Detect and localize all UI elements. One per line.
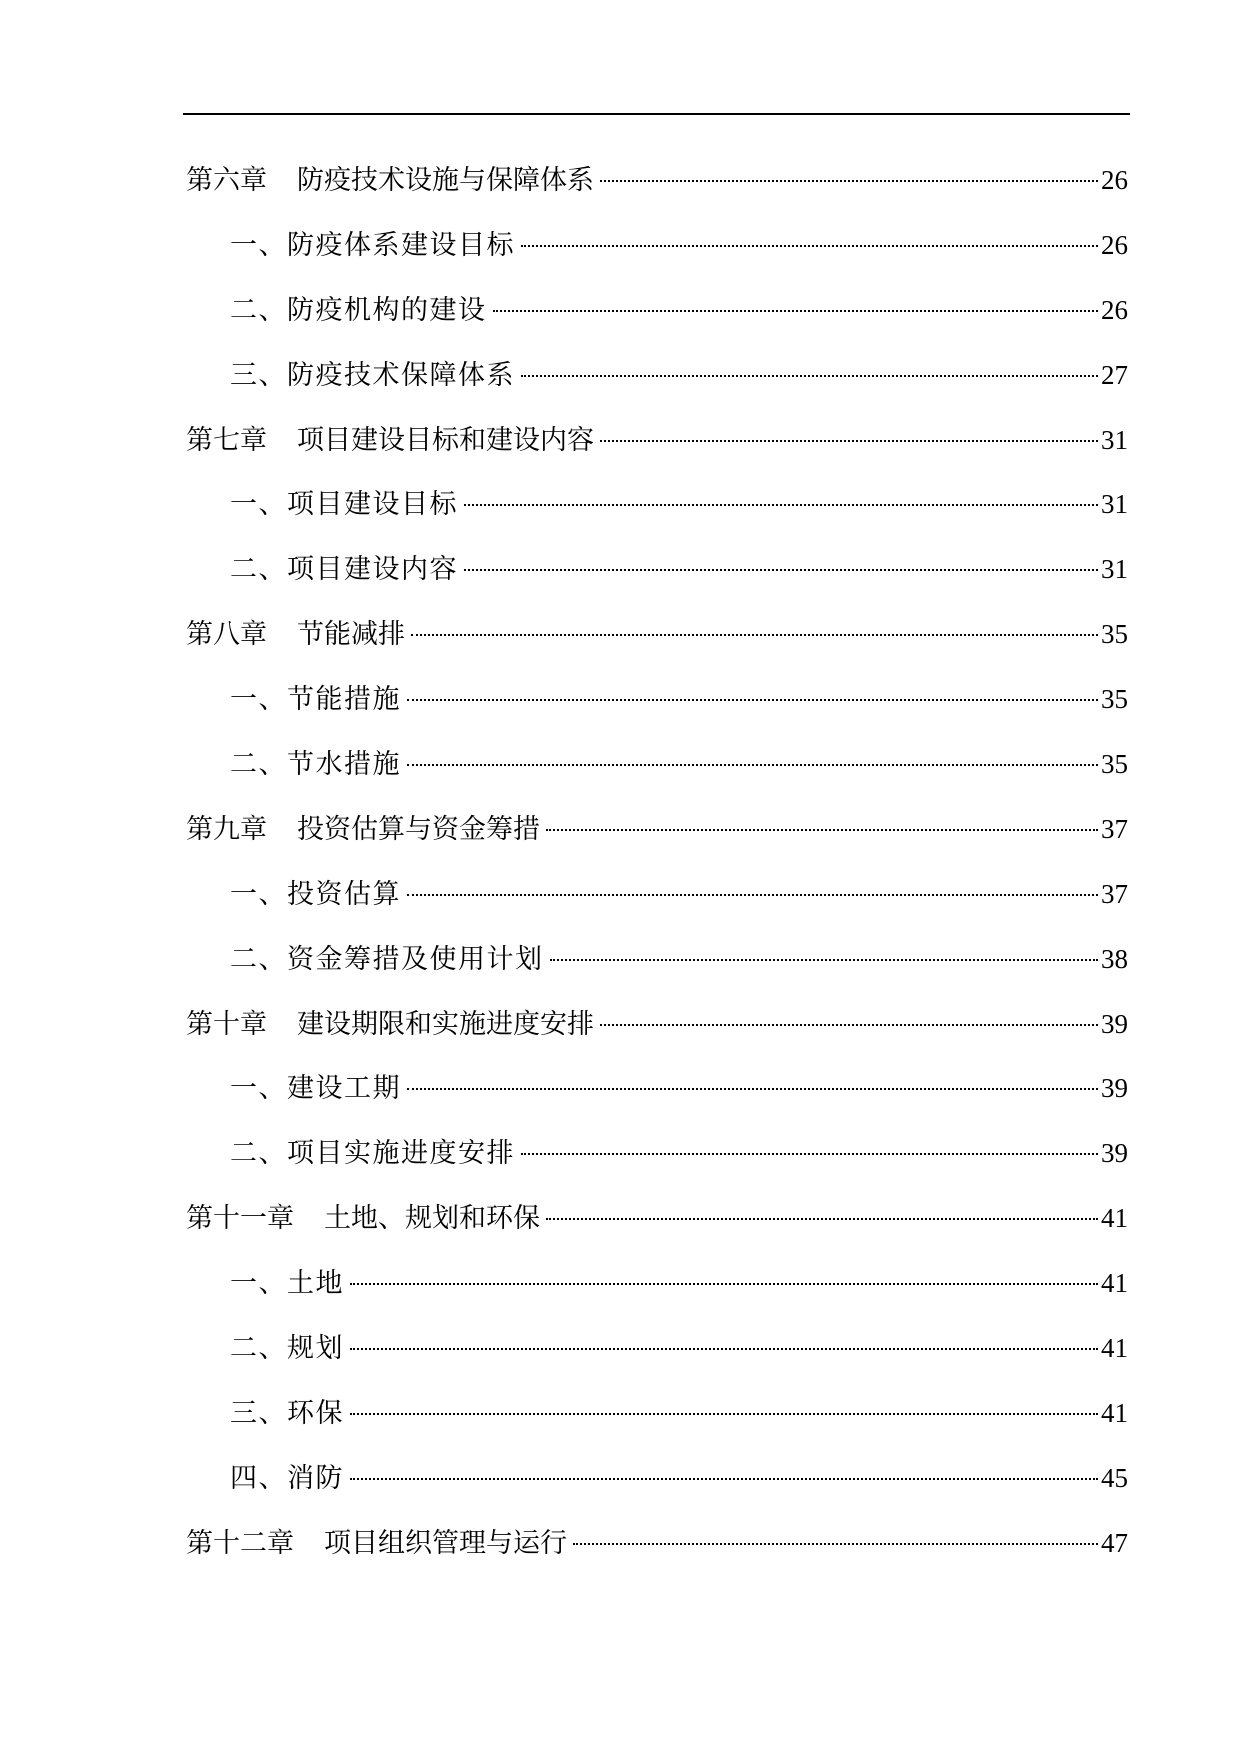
- toc-entry-label: [230, 668, 401, 733]
- toc-entry-label: [230, 1317, 344, 1382]
- section-title: 二、规划: [230, 1333, 344, 1365]
- page-number: 47: [1101, 1527, 1128, 1558]
- page-number: 37: [1101, 813, 1128, 844]
- toc-entry-label: [186, 603, 405, 668]
- page-number: 39: [1101, 1138, 1128, 1169]
- page-number: 26: [1101, 294, 1128, 325]
- page-number: 39: [1101, 1073, 1128, 1104]
- toc-entry-label: [230, 863, 401, 928]
- toc-entry-label: [230, 1057, 401, 1122]
- toc-entry-label: [230, 928, 544, 993]
- page-number: 45: [1101, 1462, 1128, 1493]
- chapter-title: 土地、规划和环保: [324, 1203, 540, 1235]
- chapter-title: 防疫技术设施与保障体系: [297, 165, 594, 196]
- chapter-title: 建设期限和实施进度安排: [297, 1008, 594, 1040]
- chapter-number: 第七章: [186, 424, 267, 456]
- section-title: 一、建设工期: [230, 1073, 401, 1105]
- toc-entry-label: [230, 344, 515, 409]
- dot-leader: [411, 634, 1098, 636]
- dot-leader: [546, 1218, 1098, 1220]
- dot-leader: [407, 1088, 1098, 1090]
- section-title: 三、环保: [230, 1397, 344, 1429]
- page-number: 27: [1101, 359, 1128, 390]
- toc-entry-label: [230, 1382, 344, 1447]
- page-number: 38: [1101, 943, 1128, 974]
- dot-leader: [521, 375, 1098, 377]
- chapter-title: 项目建设目标和建设内容: [297, 424, 594, 456]
- toc-chapter-entry[interactable]: [186, 992, 1128, 1057]
- dot-leader: [407, 894, 1098, 896]
- table-of-contents: [186, 148, 1128, 1576]
- toc-section-entry[interactable]: [186, 1056, 1128, 1121]
- toc-section-entry[interactable]: [186, 1316, 1128, 1381]
- header-rule: [183, 113, 1130, 115]
- toc-chapter-entry[interactable]: [186, 797, 1128, 862]
- section-title: 一、节能措施: [230, 684, 401, 716]
- dot-leader: [600, 1024, 1098, 1026]
- section-title: 二、项目实施进度安排: [230, 1138, 515, 1170]
- toc-chapter-entry[interactable]: [186, 1186, 1128, 1251]
- dot-leader: [600, 440, 1098, 442]
- toc-entry-label: [186, 1512, 567, 1577]
- toc-entry-label: [230, 214, 515, 279]
- chapter-title: 投资估算与资金筹措: [297, 813, 540, 845]
- chapter-number: 第十一章: [186, 1203, 294, 1235]
- page-number: 35: [1101, 749, 1128, 780]
- section-title: 一、投资估算: [230, 878, 401, 910]
- page-number: 35: [1101, 619, 1128, 650]
- chapter-number: 第九章: [186, 813, 267, 845]
- toc-section-entry[interactable]: [186, 732, 1128, 797]
- toc-section-entry[interactable]: [186, 343, 1128, 408]
- dot-leader: [350, 1478, 1098, 1480]
- section-title: 二、项目建设内容: [230, 554, 458, 586]
- toc-chapter-entry[interactable]: [186, 1511, 1128, 1576]
- dot-leader: [407, 699, 1098, 701]
- page-number: 26: [1101, 165, 1128, 195]
- dot-leader: [521, 245, 1098, 247]
- toc-chapter-entry[interactable]: [186, 602, 1128, 667]
- toc-section-entry[interactable]: [186, 862, 1128, 927]
- dot-leader: [350, 1413, 1098, 1415]
- toc-section-entry[interactable]: [186, 1446, 1128, 1511]
- toc-entry-label: [230, 473, 458, 538]
- toc-section-entry[interactable]: [186, 1121, 1128, 1186]
- dot-leader: [521, 1153, 1098, 1155]
- toc-entry-label: [230, 279, 487, 344]
- toc-section-entry[interactable]: [186, 667, 1128, 732]
- chapter-number: 第十二章: [186, 1527, 294, 1559]
- toc-entry-label: [230, 538, 458, 603]
- toc-section-entry[interactable]: [186, 1381, 1128, 1446]
- dot-leader: [600, 180, 1098, 182]
- toc-section-entry[interactable]: [186, 927, 1128, 992]
- toc-entry-label: [230, 1122, 515, 1187]
- page-number: 41: [1101, 1333, 1128, 1364]
- toc-section-entry[interactable]: [186, 537, 1128, 602]
- toc-entry-label: [186, 798, 540, 863]
- page-number: 31: [1101, 424, 1128, 455]
- toc-section-entry[interactable]: [186, 213, 1128, 278]
- page-number: 31: [1101, 489, 1128, 520]
- page-number: 41: [1101, 1203, 1128, 1234]
- chapter-number: 第十章: [186, 1008, 267, 1040]
- toc-entry-label: [186, 993, 594, 1058]
- dot-leader: [407, 764, 1098, 766]
- toc-entry-label: [186, 149, 594, 214]
- toc-section-entry[interactable]: [186, 472, 1128, 537]
- toc-section-entry[interactable]: [186, 278, 1128, 343]
- section-title: 四、消防: [230, 1462, 344, 1494]
- page-number: 41: [1101, 1268, 1128, 1299]
- dot-leader: [573, 1543, 1098, 1545]
- page-number: 31: [1101, 554, 1128, 585]
- chapter-number: 第六章: [186, 165, 267, 196]
- section-title: 二、节水措施: [230, 749, 401, 781]
- section-title: 一、项目建设目标: [230, 489, 458, 521]
- dot-leader: [350, 1348, 1098, 1350]
- dot-leader: [546, 829, 1098, 831]
- section-title: 二、防疫机构的建设: [230, 294, 487, 326]
- page-number: 41: [1101, 1397, 1128, 1428]
- chapter-number: 第八章: [186, 619, 267, 651]
- section-title: 三、防疫技术保障体系: [230, 359, 515, 391]
- page-number: 35: [1101, 684, 1128, 715]
- dot-leader: [464, 504, 1098, 506]
- dot-leader: [350, 1283, 1098, 1285]
- toc-section-entry[interactable]: [186, 1251, 1128, 1316]
- dot-leader: [550, 959, 1099, 961]
- page-number: 26: [1101, 229, 1128, 260]
- toc-entry-label: [230, 733, 401, 798]
- toc-entry-label: [230, 1447, 344, 1512]
- section-title: 一、土地: [230, 1268, 344, 1300]
- chapter-title: 节能减排: [297, 619, 405, 651]
- section-title: 二、资金筹措及使用计划: [230, 943, 544, 975]
- chapter-title: 项目组织管理与运行: [324, 1527, 567, 1559]
- section-title: 一、防疫体系建设目标: [230, 229, 515, 261]
- dot-leader: [493, 310, 1099, 312]
- toc-entry-label: [230, 1252, 344, 1317]
- dot-leader: [464, 569, 1098, 571]
- page-number: 37: [1101, 878, 1128, 909]
- toc-chapter-entry[interactable]: [186, 408, 1128, 473]
- toc-chapter-entry[interactable]: [186, 148, 1128, 213]
- toc-entry-label: [186, 1187, 540, 1252]
- page-number: 39: [1101, 1008, 1128, 1039]
- toc-entry-label: [186, 409, 594, 474]
